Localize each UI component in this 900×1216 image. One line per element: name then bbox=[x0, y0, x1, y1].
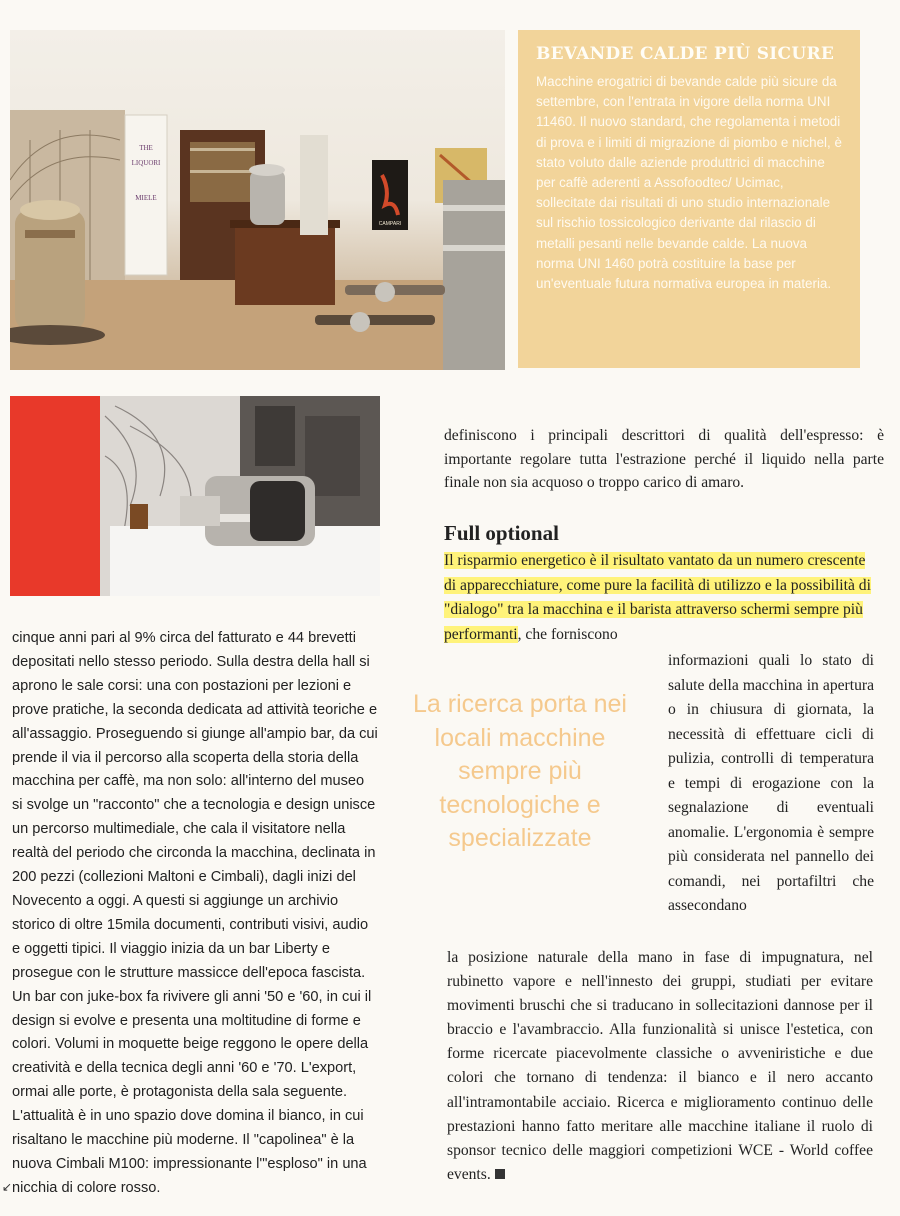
intro-paragraph: definiscono i principali descrittori di qualità dell'espresso: è importante regolare tutta l'estrazione perché il liquido nella parte finale non sia acquoso o troppo carico di amaro. bbox=[444, 427, 884, 491]
bottom-right-text: la posizione naturale della mano in fase di impugnatura, nel rubinetto vapore e nell'innesto dei gruppi, studiati per evitare movimenti bruschi che si traducano in sollecitazioni dannose per il braccio e l'avambraccio. Alla funzionalità si unisce l'estetica, con forme ricercate piacevolmente classiche o avveniristiche e due colori che tornano di tendenza: il bianco e il nero accanto all'intramontabile acciaio. Ricerca e miglioramento continuo delle prestazioni hanno fatto meritare alle macchine italiane il ruolo di sponsor tecnico delle maggiori competizioni WCE - World coffee events. bbox=[447, 949, 873, 1183]
modern-machines-photo bbox=[10, 396, 380, 596]
info-sidebar bbox=[518, 30, 860, 368]
museum-interior-illustration bbox=[10, 30, 505, 370]
sign-miele: MIELE bbox=[135, 194, 157, 202]
page-corner-arrow-icon: ↙ bbox=[2, 1180, 13, 1194]
left-column-text: cinque anni pari al 9% circa del fatturato e 44 brevetti depositati nello stesso periodo. Sulla destra della hall si aprono le sale corsi: una con postazioni per lezioni e prove pratiche, la seconda dedicata ad attività teoriche e all'assaggio. Proseguendo si giunge all'ampio bar, da cui prende il via il percorso alla scoperta della storia della macchina per caffè, ma non solo: all'interno del museo si svolge un "racconto" che a tecnologia e design unisce un percorso multimediale, che cala il visitatore nella realtà del periodo che circonda la macchina, declinata in 200 pezzi (collezioni Maltoni e Cimbali), dagli inizi del Novecento a oggi. A questi si aggiunge un archivio storico di oltre 15mila documenti, contributi visivi, audio e oggetti tipici. Il viaggio inizia da un bar Liberty e prosegue con le strutture massicce dell'epoca fascista. Un bar con juke-box fa rivivere gli anni '50 e '60, in cui il design si evolve e presenta una moltitudine di forme e colori. Volumi in moquette beige reggono le opere della creatività e della tecnica degli anni '60 e '70. L'export, ormai alle porte, è protagonista della sala seguente. L'attualità è in uno spazio dove domina il bianco, in cui risaltano le macchine più moderne. Il "capolinea" è la nuova Cimbali M100: impressionante l'"esploso" in una nicchia di colore rosso. bbox=[12, 630, 378, 1196]
end-of-article-icon bbox=[495, 1169, 505, 1179]
bottom-right-column bbox=[447, 946, 873, 1187]
narrow-column bbox=[668, 649, 874, 919]
highlight-block bbox=[444, 549, 872, 647]
left-column bbox=[12, 627, 378, 1201]
narrow-column-text: informazioni quali lo stato di salute della macchina in apertura o in chiusura di giornata, la necessità di effettuare cicli di pulizia, controlli di temperatura e tempi di erogazione con la segnalazione di eventuali anomalie. L'ergonomia è sempre più considerata nel pannello dei comandi, nei portafiltri che assecondano bbox=[668, 652, 874, 914]
sidebar-title: BEVANDE CALDE PIÙ SICURE bbox=[536, 44, 835, 64]
sign-liquori: LIQUORI bbox=[131, 159, 161, 167]
pull-quote: La ricerca porta nei locali macchine sempre più tecnologiche e specializzate bbox=[412, 690, 627, 853]
campari-poster-label: CAMPARI bbox=[378, 221, 402, 227]
museum-interior-photo bbox=[10, 30, 505, 370]
subheading-full-optional: Full optional bbox=[444, 521, 559, 545]
sidebar-body: Macchine erogatrici di bevande calde più sicure da settembre, con l'entrata in vigore della norma UNI 11460. Il nuovo standard, che regolamenta i metodi di prova e i limiti di migrazione di piombo e nichel, è stato voluto dalle aziende produttrici di macchine per caffè aderenti a Assofoodtec/ Ucimac, sollecitate dai risultati di uno studio internazionale sul rischio tossicologico derivante dal rilascio di metalli pesanti nelle bevande calde. La nuova norma UNI 1460 potrà costituire la base per un'eventuale futura normativa europea in materia. bbox=[536, 74, 842, 292]
sign-the: THE bbox=[139, 144, 153, 152]
right-column-intro bbox=[444, 424, 884, 495]
modern-machines-illustration bbox=[10, 396, 380, 596]
after-highlight-text: , che forniscono bbox=[517, 625, 618, 643]
highlighted-text: Il risparmio energetico è il risultato vantato da un numero crescente di apparecchiature, come pure la facilità di utilizzo e la possibilità di "dialogo" tra la macchina e il barista attraverso schermi sempre più performanti bbox=[444, 552, 871, 643]
